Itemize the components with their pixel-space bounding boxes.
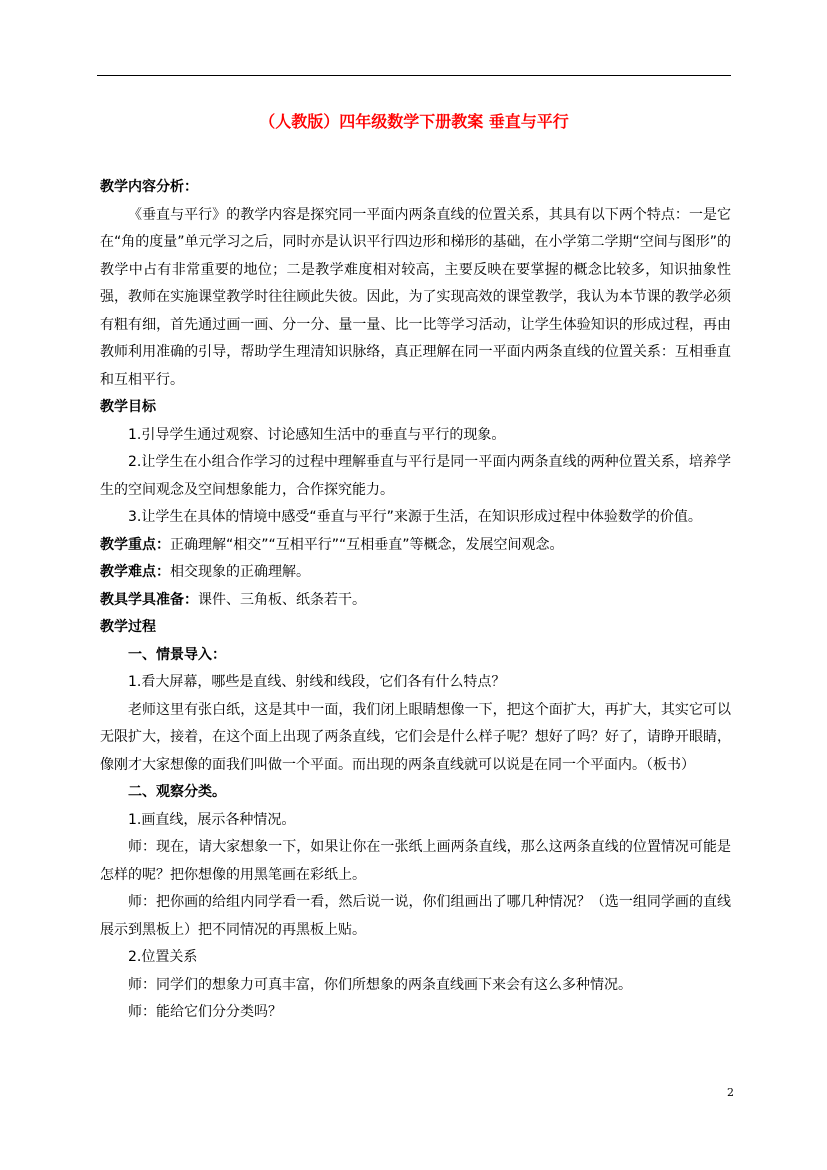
section-2-item-2: 2.位置关系 xyxy=(128,949,198,965)
tools-label: 教具学具准备： xyxy=(100,591,198,608)
section-2-item-1: 1.画直线，展示各种情况。 xyxy=(128,811,296,828)
key-point-text: 正确理解“相交”“互相平行”“互相垂直”等概念，发展空间观念。 xyxy=(170,536,564,553)
difficulty-line xyxy=(100,559,731,587)
goals-heading: 教学目标 xyxy=(100,399,156,415)
section-2-paragraph-2: 师：把你画的给组内同学看一看，然后说一说，你们组画出了哪几种情况？（选一组同学画的直线展示到黑板上）把不同情况的再黑板上贴。 xyxy=(100,894,731,938)
goal-item-2: 2.让学生在小组合作学习的过程中理解垂直与平行是同一平面内两条直线的两种位置关系，培养学生的空间观念及空间想象能力，合作探究能力。 xyxy=(100,454,731,498)
section-1-heading: 一、情景导入： xyxy=(128,646,226,663)
section-2-paragraph-3: 师：同学们的想象力可真丰富，你们所想象的两条直线画下来会有这么多种情况。 xyxy=(128,976,632,993)
section-2-paragraph-4: 师：能给它们分分类吗？ xyxy=(128,1004,282,1020)
tools-line xyxy=(100,587,731,615)
section-2-heading: 二、观察分类。 xyxy=(128,784,226,800)
document-body xyxy=(100,174,731,1027)
key-point-line xyxy=(100,532,731,560)
difficulty-text: 相交现象的正确理解。 xyxy=(170,564,310,580)
goal-item-1: 1.引导学生通过观察、讨论感知生活中的垂直与平行的现象。 xyxy=(128,426,506,443)
difficulty-label: 教学难点： xyxy=(100,564,170,580)
goal-item-3: 3.让学生在具体的情境中感受“垂直与平行”来源于生活，在知识形成过程中体验数学的价值。 xyxy=(128,509,702,525)
tools-text: 课件、三角板、纸条若干。 xyxy=(198,591,366,608)
analysis-heading: 教学内容分析： xyxy=(100,179,198,195)
key-point-label: 教学重点： xyxy=(100,536,170,553)
page-number: 2 xyxy=(727,1086,734,1099)
section-2-paragraph-1: 师：现在，请大家想象一下，如果让你在一张纸上画两条直线，那么这两条直线的位置情况可能是怎样的呢？把你想像的用黑笔画在彩纸上。 xyxy=(100,839,731,883)
section-1-paragraph: 老师这里有张白纸，这是其中一面，我们闭上眼睛想像一下，把这个面扩大，再扩大，其实它可以无限扩大，接着，在这个面上出现了两条直线，它们会是什么样子呢？想好了吗？好了，请睁开眼睛，像刚才大家想像的面我们叫做一个平面。而出现的两条直线就可以说是在同一个平面内。（板书） xyxy=(100,701,731,773)
header-rule xyxy=(97,75,731,76)
process-heading: 教学过程 xyxy=(100,619,156,635)
document-title: （人教版）四年级数学下册教案 垂直与平行 xyxy=(259,112,569,131)
analysis-paragraph: 《垂直与平行》的教学内容是探究同一平面内两条直线的位置关系，其具有以下两个特点：一是它在“角的度量”单元学习之后，同时亦是认识平行四边形和梯形的基础，在小学第二学期“空间与图形”的教学中占有非常重要的地位；二是教学难度相对较高，主要反映在要掌握的概念比较多，知识抽象性强，教师在实施课堂教学时往往顾此失彼。因此，为了实现高效的课堂教学，我认为本节课的教学必须有粗有细，首先通过画一画、分一分、量一量、比一比等学习活动，让学生体验知识的形成过程，再由教师利用准确的引导，帮助学生理清知识脉络，真正理解在同一平面内两条直线的位置关系：互相垂直和互相平行。 xyxy=(100,206,732,388)
section-1-item-1: 1.看大屏幕，哪些是直线、射线和线段，它们各有什么特点？ xyxy=(128,674,506,690)
